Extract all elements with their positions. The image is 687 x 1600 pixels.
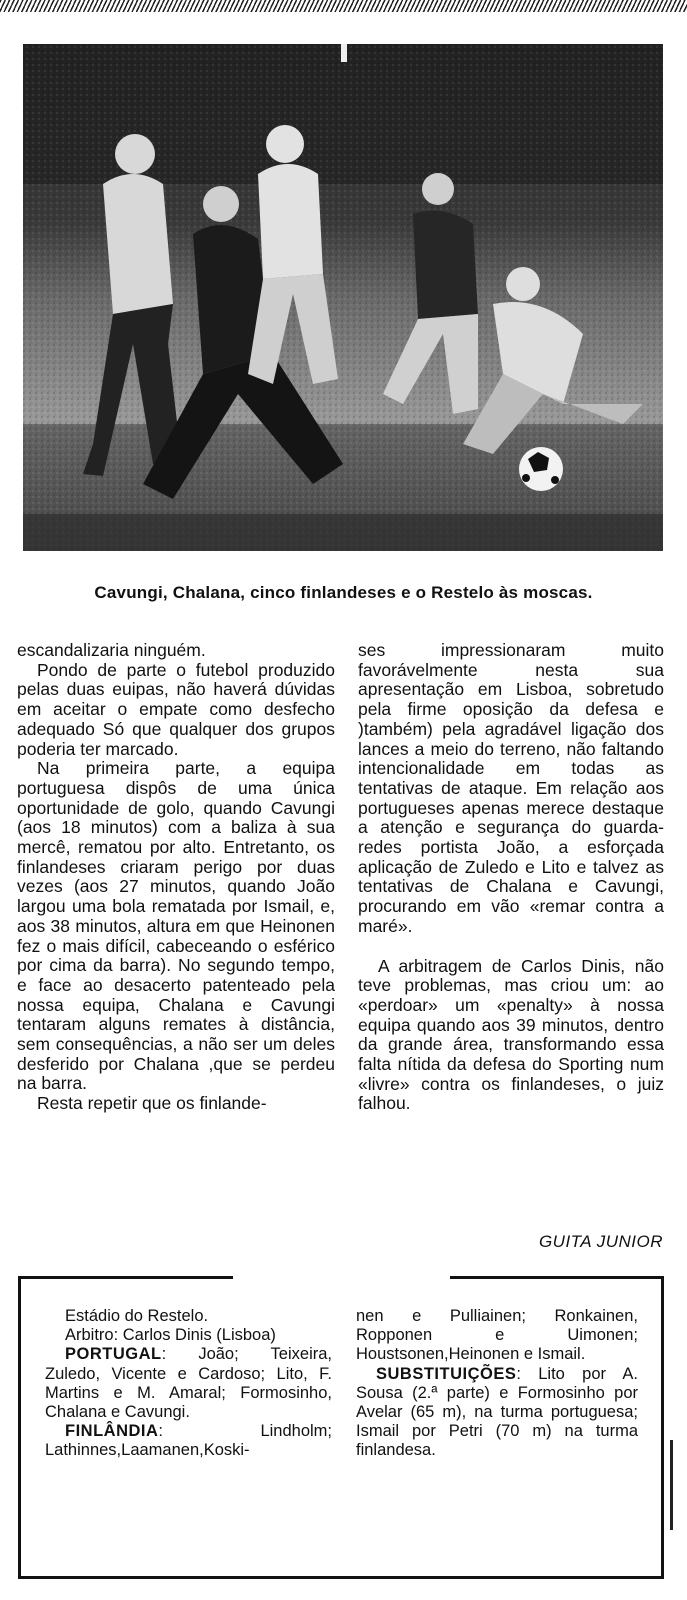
article-paragraph: Na primeira parte, a equipa portuguesa dispôs de uma única oportunidade de golo, quando Cavungi (aos 18 minutos) com a baliza à sua mercê, rematou por alto. Entretanto, os finlandeses criaram perigo por duas vezes (aos 27 minutos, quando João largou uma bola rematada por Ismail, e, aos 38 minutos, altura em que Heinonen fez o mais difícil, cabeceando o esférico por cima da barra). No segundo tempo, e face ao desacerto patenteado pela nossa equipa, Chalana e Cavungi tentaram alguns remates à distância, sem consequências, a não ser um deles desferido por Chalana ,que se perdeu na barra. (17, 758, 335, 1094)
subs-text: : Lito por A. Sousa (2.ª parte) e Formosinho por Avelar (65 m), na turma portuguesa; Ismail por Petri (70 m) na turma finlandesa. (356, 1364, 638, 1460)
top-border-hatch (0, 0, 687, 12)
subs-label: SUBSTITUIÇÕES (376, 1364, 517, 1383)
photo-caption: Cavungi, Chalana, cinco finlandeses e o Restelo às moscas. (94, 583, 593, 602)
page-edge-rule (670, 1440, 673, 1530)
article-paragraph: Pondo de parte o futebol produzido pelas duas euipas, não haverá dúvidas em aceitar o empate como desfecho adequado Só que qualquer dos grupos poderia ter marcado. (17, 659, 335, 759)
factbox-finland (45, 1422, 332, 1460)
article-paragraph: Resta repetir que os finlande- (37, 1093, 267, 1114)
factbox-top-rule-left (18, 1276, 233, 1279)
factbox-column-right (356, 1307, 638, 1461)
article-paragraph: escandalizaria ninguém. (17, 640, 206, 660)
lineup-finland-part1: : Lindholm; Lathinnes,Laamanen,Koski- (45, 1422, 332, 1460)
factbox-top-rule-right (450, 1276, 664, 1279)
football-match-photo (23, 44, 663, 551)
lineup-finland-part2: nen e Pulliainen; Ronkainen, Ropponen e Uimonen; Houstsonen,Heinonen e Ismail. (356, 1307, 638, 1364)
factbox-portugal (45, 1345, 332, 1422)
lineup-portugal: : João; Teixeira, Zuledo, Vicente e Cardoso; Lito, F. Martins e M. Amaral; Formosinho, Chalana e Cavungi. (45, 1345, 332, 1422)
article-column-left (17, 641, 335, 1114)
factbox-substitutions (356, 1365, 638, 1461)
article-author: GUITA JUNIOR (538, 1232, 663, 1251)
article-paragraph: A arbitragem de Carlos Dinis, não teve problemas, mas criou um: ao «perdoar» um «penalty» à nossa equipa quando aos 39 minutos, dentro da grande área, transformando essa falta nítida da defesa do Sporting num «livre» contra os finlandeses, o juiz falhou. (358, 955, 664, 1114)
factbox-column-left (45, 1307, 332, 1461)
article-column-right (358, 641, 664, 1114)
factbox-stadium: Estádio do Restelo. (65, 1307, 209, 1325)
team-label-portugal: PORTUGAL (65, 1345, 162, 1364)
team-label-finland: FINLÂNDIA (65, 1422, 159, 1441)
photo-illustration (23, 44, 663, 551)
factbox-referee: Arbitro: Carlos Dinis (Lisboa) (65, 1326, 276, 1345)
article-paragraph: ses impressionaram muito favorávelmente nesta sua apresentação em Lisboa, sobretudo pela firme oposição da defesa e )também) pela agradável ligação dos lances a meio do terreno, não faltando intencionalidade em todas as tentativas de ataque. Em relação aos portugueses apenas merece destaque a atenção e segurança do guarda-redes portista João, a esforçada aplicação de Zuledo e Lito e talvez as tentativas de Chalana e Cavungi, procurando em vão «remar contra a maré». (358, 640, 664, 936)
